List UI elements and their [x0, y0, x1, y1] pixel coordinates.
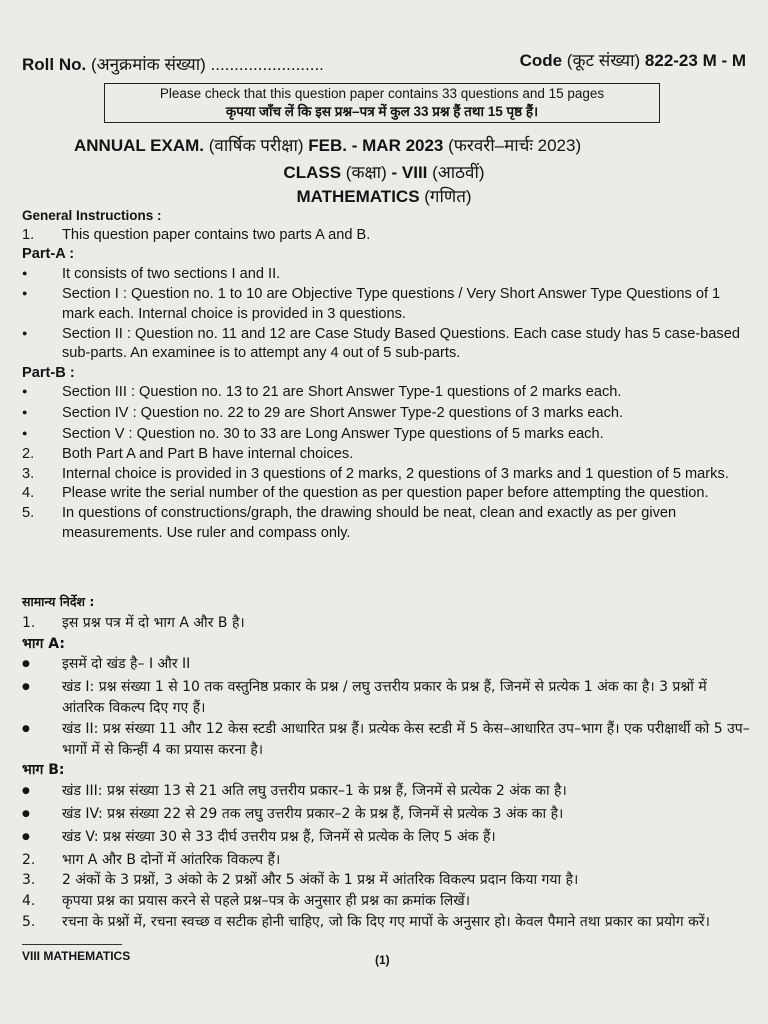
- item-text: In questions of constructions/graph, the drawing should be neat, clean and exactly as per given measurements. Use ruler and compass only.: [62, 504, 677, 541]
- item-text: Both Part A and Part B have internal choices.: [62, 446, 354, 463]
- bullet-text: Section II : Question no. 11 and 12 are Case Study Based Questions. Each case study has 5 case-based sub-parts. An examinee is to attempt any 4 out of 5 sub-parts.: [62, 325, 740, 362]
- bullet-icon: [22, 265, 62, 286]
- instruction-item-hi: [22, 912, 752, 933]
- part-b-heading-hi: भाग B:: [22, 762, 65, 779]
- subject-label-hi: (गणित): [424, 187, 472, 206]
- bullet-text: खंड IV: प्रश्न संख्या 22 से 29 तक लघु उत्तरीय प्रकार–2 के प्रश्न हैं, जिनमें से प्रत्येक 3 अंक का है।: [62, 805, 564, 822]
- item-number: 1.: [22, 226, 35, 243]
- subject-label: MATHEMATICS: [296, 187, 420, 206]
- exam-title: [74, 133, 581, 156]
- class-label: CLASS: [283, 163, 342, 182]
- item-number: 3.: [22, 465, 35, 482]
- part-a-bullet-hi: [22, 719, 752, 761]
- item-number: 2.: [22, 446, 35, 463]
- page-count-notice-box: [104, 83, 660, 123]
- instructions-heading: General Instructions :: [22, 208, 162, 223]
- bullet-text: खंड II: प्रश्न संख्या 11 और 12 केस स्टडी आधारित प्रश्न हैं। प्रत्येक केस स्टडी में 5 केस–आधारित उप–भाग हैं। एक परीक्षार्थी को 5 उप–भागों में से किन्हीं 4 का प्रयास करना है।: [62, 720, 750, 758]
- class-line: [0, 160, 768, 183]
- bullet-text: Section V : Question no. 30 to 33 are Long Answer Type questions of 5 marks each.: [62, 425, 604, 442]
- part-b-bullet-hi: [22, 827, 752, 850]
- class-label-hi: (कक्षा): [345, 163, 387, 182]
- code-value: 822-23 M - M: [644, 51, 746, 70]
- bullet-text: खंड V: प्रश्न संख्या 30 से 33 दीर्घ उत्तरीय प्रश्न हैं, जिनमें से प्रत्येक के लिए 5 अंक हैं।: [62, 828, 496, 845]
- instruction-item-hi: [22, 870, 752, 891]
- part-a-bullet: [22, 265, 752, 286]
- item-text: Please write the serial number of the question as per question paper before attempting the question.: [62, 485, 709, 502]
- notice-hindi: कृपया जाँच लें कि इस प्रश्न–पत्र में कुल 33 प्रश्न हैं तथा 15 पृष्ठ हैं।: [225, 104, 539, 119]
- code-label-hindi: (कूट संख्या): [566, 51, 641, 70]
- item-number: 4.: [22, 893, 36, 910]
- class-value-hi: (आठवीं): [432, 163, 485, 182]
- part-b-bullet-hi: [22, 804, 752, 827]
- instructions-heading-hi: सामान्य निर्देश :: [22, 594, 95, 609]
- bullet-text: Section III : Question no. 13 to 21 are Short Answer Type-1 questions of 2 marks each.: [62, 384, 622, 401]
- part-a-bullet-hi: [22, 677, 752, 719]
- class-value: - VIII: [391, 163, 428, 182]
- bullet-text: It consists of two sections I and II.: [62, 265, 281, 282]
- item-text: रचना के प्रश्नों में, रचना स्वच्छ व सटीक होनी चाहिए, जो कि दिए गए मापों के अनुसार हो। केवल पैमाने तथा प्रकार का प्रयोग करें।: [62, 913, 710, 930]
- instruction-item: [22, 465, 752, 485]
- code-label: Code: [519, 51, 563, 70]
- instruction-item-hi: [22, 891, 752, 912]
- part-b-heading: Part-B :: [22, 364, 75, 381]
- general-instructions-en: [22, 206, 752, 543]
- bullet-icon: [22, 827, 62, 850]
- paper-code-line: [520, 48, 746, 71]
- instruction-item: [22, 484, 752, 504]
- bullet-icon: [22, 781, 62, 804]
- bullet-text: इसमें दो खंड है– I और II: [62, 656, 191, 673]
- item-text: 2 अंकों के 3 प्रश्नों, 3 अंको के 2 प्रश्नों और 5 अंकों के 1 प्रश्न में आंतरिक विकल्प प्रदान किया गया है।: [62, 872, 579, 889]
- bullet-icon: [22, 804, 62, 827]
- part-b-bullet: [22, 404, 752, 425]
- item-number: 5.: [22, 913, 36, 930]
- instruction-item: [22, 226, 752, 246]
- item-number: 1.: [22, 614, 36, 631]
- item-number: 2.: [22, 851, 36, 868]
- item-text: भाग A और B दोनों में आंतरिक विकल्प हैं।: [62, 851, 281, 868]
- bullet-icon: [22, 677, 62, 719]
- bullet-icon: [22, 719, 62, 761]
- item-text: Internal choice is provided in 3 questions of 2 marks, 2 questions of 3 marks and 1 question of 5 marks.: [62, 465, 729, 482]
- part-a-bullet-hi: [22, 654, 752, 677]
- bullet-text: Section IV : Question no. 22 to 29 are Short Answer Type-2 questions of 3 marks each.: [62, 404, 624, 421]
- part-a-heading-hi: भाग A:: [22, 635, 65, 652]
- bullet-text: खंड I: प्रश्न संख्या 1 से 10 तक वस्तुनिष्ठ प्रकार के प्रश्न / लघु उत्तरीय प्रकार के प्रश्न हैं, जिनमें से प्रत्येक 1 अंक का है। 3 प्रश्नों में आंतरिक विकल्प दिए गए हैं।: [62, 679, 707, 716]
- exam-session-hi: (फरवरी–मार्चः 2023): [448, 136, 582, 155]
- exam-title-en: ANNUAL EXAM.: [74, 136, 205, 155]
- instruction-item: [22, 504, 752, 543]
- item-number: 5.: [22, 504, 35, 521]
- subject-line: [0, 184, 768, 207]
- roll-label: Roll No.: [22, 55, 87, 74]
- item-text: इस प्रश्न पत्र में दो भाग A और B है।: [62, 614, 245, 631]
- instruction-item-hi: [22, 613, 752, 634]
- bullet-icon: [22, 404, 62, 425]
- bullet-icon: [22, 383, 62, 404]
- bullet-icon: [22, 654, 62, 677]
- bullet-text: Section I : Question no. 1 to 10 are Objective Type questions / Very Short Answer Type Questions of 1 mark each. Internal choice is provided in 3 questions.: [62, 286, 721, 322]
- part-b-bullet: [22, 383, 752, 404]
- roll-number-line: [22, 52, 324, 75]
- roll-number-blank: ........................: [210, 55, 324, 74]
- item-text: This question paper contains two parts A and B.: [62, 226, 371, 243]
- part-a-bullet: [22, 285, 752, 324]
- exam-title-hi: (वार्षिक परीक्षा): [208, 136, 304, 155]
- instruction-item: [22, 445, 752, 465]
- bullet-text: खंड III: प्रश्न संख्या 13 से 21 अति लघु उत्तरीय प्रकार–1 के प्रश्न हैं, जिनमें से प्रत्येक 2 अंक का है।: [62, 783, 567, 800]
- part-b-bullet: [22, 425, 752, 446]
- item-text: कृपया प्रश्न का प्रयास करने से पहले प्रश्न–पत्र के अनुसार ही प्रश्न का क्रमांक लिखें।: [62, 893, 471, 910]
- notice-english: Please check that this question paper contains 33 questions and 15 pages: [159, 86, 605, 101]
- bullet-icon: [22, 285, 62, 324]
- bullet-icon: [22, 325, 62, 364]
- bullet-icon: [22, 425, 62, 446]
- instruction-item-hi: [22, 850, 752, 871]
- exam-session: FEB. - MAR 2023: [308, 136, 444, 155]
- footer-divider: [22, 944, 122, 945]
- general-instructions-hi: [22, 592, 752, 933]
- footer-subject: VIII MATHEMATICS: [22, 949, 131, 963]
- part-b-bullet-hi: [22, 781, 752, 804]
- item-number: 4.: [22, 485, 35, 502]
- item-number: 3.: [22, 872, 36, 889]
- page-number: (1): [375, 953, 390, 967]
- part-a-heading: Part-A :: [22, 246, 75, 263]
- roll-label-hindi: (अनुक्रमांक संख्या): [90, 55, 206, 74]
- part-a-bullet: [22, 325, 752, 364]
